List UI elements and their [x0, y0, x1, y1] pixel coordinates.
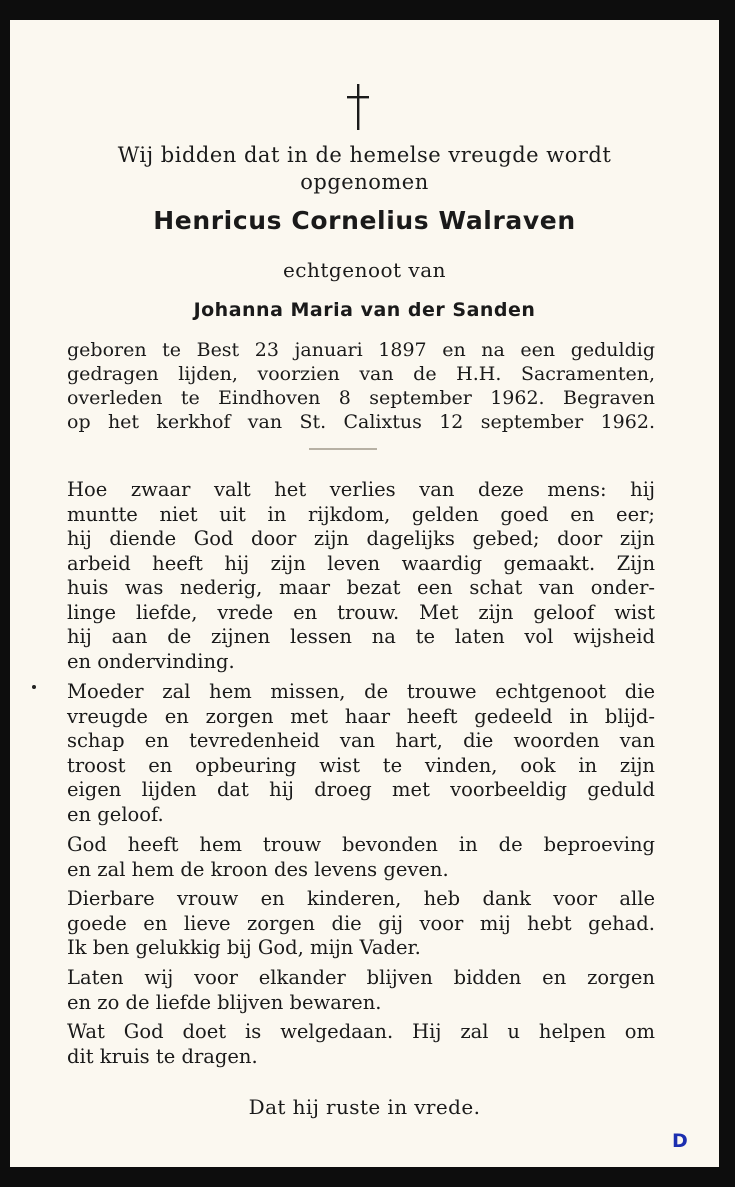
paragraph — [67, 680, 655, 827]
ink-dot — [32, 685, 36, 689]
divider — [309, 448, 377, 450]
text-line: Dierbare vrouw en kinderen, heb dank voor alle — [67, 887, 655, 910]
text-line: muntte niet uit in rijkdom, gelden goed en eer; — [67, 502, 655, 526]
text-line: en geloof. — [67, 802, 164, 826]
paragraph — [67, 887, 655, 961]
text-line: huis was nederig, maar bezat een schat van onder- — [67, 576, 655, 599]
closing-line: Dat hij ruste in vrede. — [248, 1095, 481, 1119]
deceased-name: Henricus Cornelius Walraven — [153, 206, 576, 235]
paragraph — [67, 966, 655, 1015]
paragraph — [67, 833, 655, 882]
text-line: gedragen lijden, voorzien van de H.H. Sacramenten, — [67, 363, 655, 385]
text-line: vreugde en zorgen met haar heeft gedeeld in blijd- — [67, 704, 655, 728]
text-line: Moeder zal hem missen, de trouwe echtgenoot die — [67, 680, 655, 703]
text-line: hij aan de zijnen lessen na te laten vol wijsheid — [67, 625, 655, 648]
text-line: en zal hem de kroon des levens geven. — [67, 857, 449, 881]
text-line: troost en opbeuring wist te vinden, ook in zijn — [67, 753, 655, 777]
text-line: overleden te Eindhoven 8 september 1962. Begraven — [67, 387, 655, 409]
intro-text — [10, 142, 719, 196]
text-line: en zo de liefde blijven bewaren. — [67, 990, 382, 1014]
text-line: arbeid heeft hij zijn leven waardig gemaakt. Zijn — [67, 551, 655, 575]
text-line: en ondervinding. — [67, 649, 235, 673]
text-line: hij diende God door zijn dagelijks gebed; door zijn — [67, 527, 655, 550]
text-line: Hoe zwaar valt het verlies van deze mens: hij — [67, 478, 655, 501]
text-line: Wat God doet is welgedaan. Hij zal u helpen om — [67, 1020, 655, 1043]
cross-icon — [346, 82, 370, 132]
intro-line: opgenomen — [300, 170, 429, 194]
text-line: Laten wij voor elkander blijven bidden en zorgen — [67, 966, 655, 989]
memorial-card — [10, 20, 719, 1167]
spouse-label: echtgenoot van — [282, 258, 447, 282]
text-line: geboren te Best 23 januari 1897 en na een geduldig — [67, 339, 655, 361]
text-line: dit kruis te dragen. — [67, 1044, 258, 1068]
corner-mark: D — [672, 1130, 688, 1152]
life-dates — [67, 338, 655, 434]
paragraph — [67, 478, 655, 674]
intro-line: Wij bidden dat in de hemelse vreugde wordt — [117, 143, 612, 167]
text-line: op het kerkhof van St. Calixtus 12 september 1962. — [67, 411, 655, 433]
text-line: Ik ben gelukkig bij God, mijn Vader. — [67, 936, 421, 959]
text-line: schap en tevredenheid van hart, die woorden van — [67, 729, 655, 752]
paragraph — [67, 1020, 655, 1069]
text-line: linge liefde, vrede en trouw. Met zijn geloof wist — [67, 600, 655, 624]
text-line: eigen lijden dat hij droeg met voorbeeldig geduld — [67, 778, 655, 801]
text-line: God heeft hem trouw bevonden in de beproeving — [67, 833, 655, 856]
spouse-name: Johanna Maria van der Sanden — [193, 299, 536, 321]
text-line: goede en lieve zorgen die gij voor mij hebt gehad. — [67, 911, 655, 935]
